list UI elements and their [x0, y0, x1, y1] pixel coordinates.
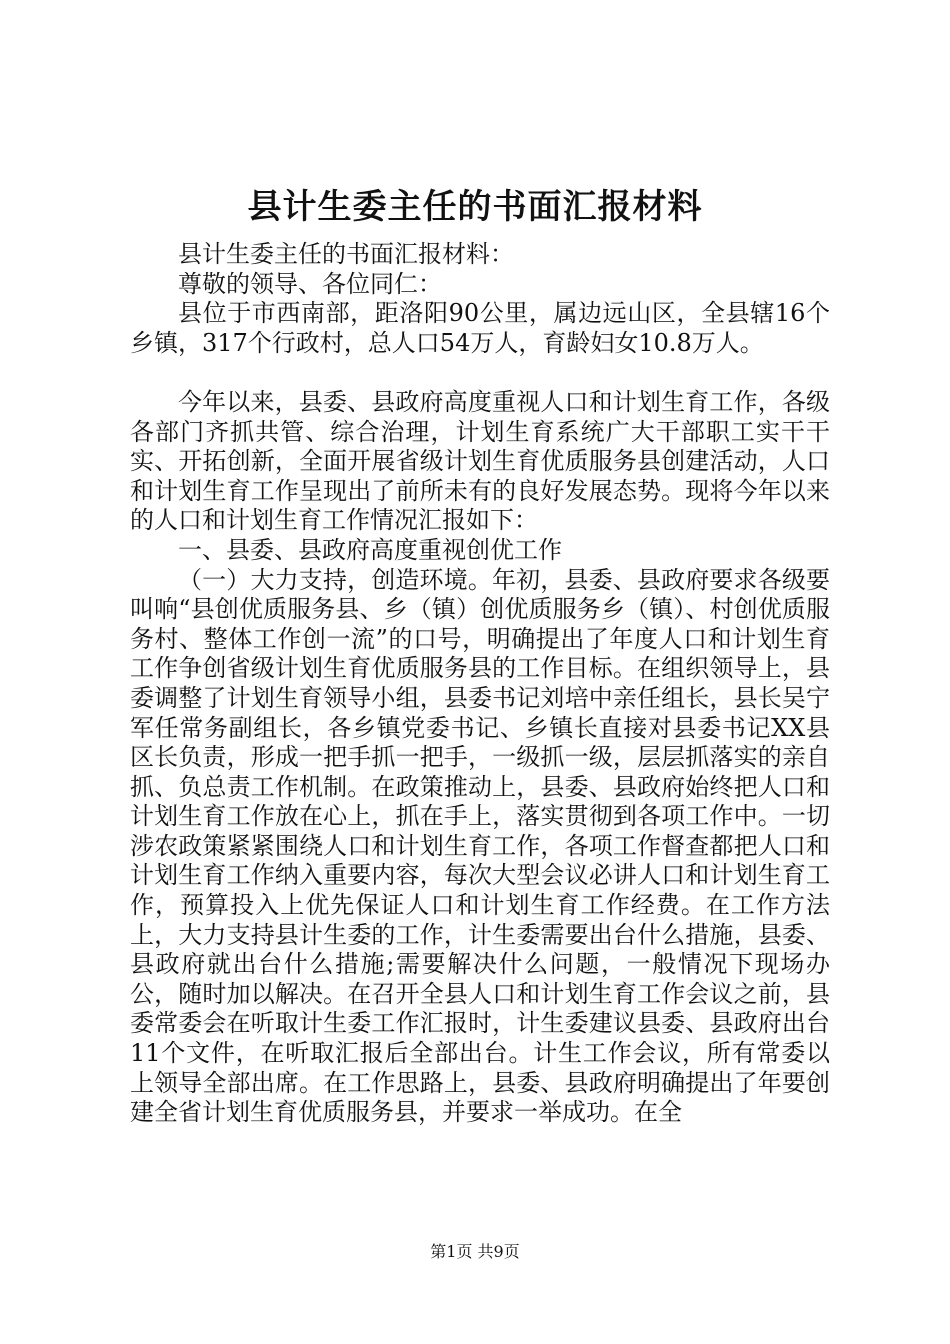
salutation-line: 尊敬的领导、各位同仁：: [178, 269, 442, 298]
paragraph-gap: [130, 358, 830, 388]
section-heading: 一、县委、县政府高度重视创优工作: [178, 535, 562, 564]
intro-paragraph: 县位于市西南部，距洛阳90公里，属边远山区，全县辖16个乡镇，317个行政村，总人口54万人，育龄妇女10.8万人。: [130, 299, 830, 357]
section-paragraph: （一）大力支持，创造环境。年初，县委、县政府要求各级要叫响“县创优质服务县、乡（镇）创优质服务乡（镇）、村创优质服务村、整体工作创一流”的口号，明确提出了年度人口和计划生育工作争创省级计划生育优质服务县的工作目标。在组织领导上，县委调整了计划生育领导小组，县委书记刘培中亲任组长，县长吴宁军任常务副组长，各乡镇党委书记、乡镇长直接对县委书记XX县区长负责，形成一把手抓一把手，一级抓一级，层层抓落实的亲自抓、负总责工作机制。在政策推动上，县委、县政府始终把人口和计划生育工作放在心上，抓在手上，落实贯彻到各项工作中。一切涉农政策紧紧围绕人口和计划生育工作，各项工作督查都把人口和计划生育工作纳入重要内容，每次大型会议必讲人口和计划生育工作，预算投入上优先保证人口和计划生育工作经费。在工作方法上，大力支持县计生委的工作，计生委需要出台什么措施，县委、县政府就出台什么措施;需要解决什么问题，一般情况下现场办公，随时加以解决。在召开全县人口和计划生育工作会议之前，县委常委会在听取计生委工作汇报时，计生委建议县委、县政府出台11个文件，在听取汇报后全部出台。计生工作会议，所有常委以上领导全部出席。在工作思路上，县委、县政府明确提出了年要创建全省计划生育优质服务县，并要求一举成功。在全: [130, 565, 830, 1127]
document-title: 县计生委主任的书面汇报材料: [247, 187, 703, 227]
salutation-heading: 县计生委主任的书面汇报材料：: [178, 240, 514, 268]
document-body: [130, 240, 830, 1128]
overview-paragraph: 今年以来，县委、县政府高度重视人口和计划生育工作，各级各部门齐抓共管、综合治理，计划生育系统广大干部职工实干干实、开拓创新，全面开展省级计划生育优质服务县创建活动，人口和计划生育工作呈现出了前所未有的良好发展态势。现将今年以来的人口和计划生育工作情况汇报如下：: [130, 387, 830, 535]
page-number-footer: 第1页 共9页: [430, 1242, 520, 1261]
